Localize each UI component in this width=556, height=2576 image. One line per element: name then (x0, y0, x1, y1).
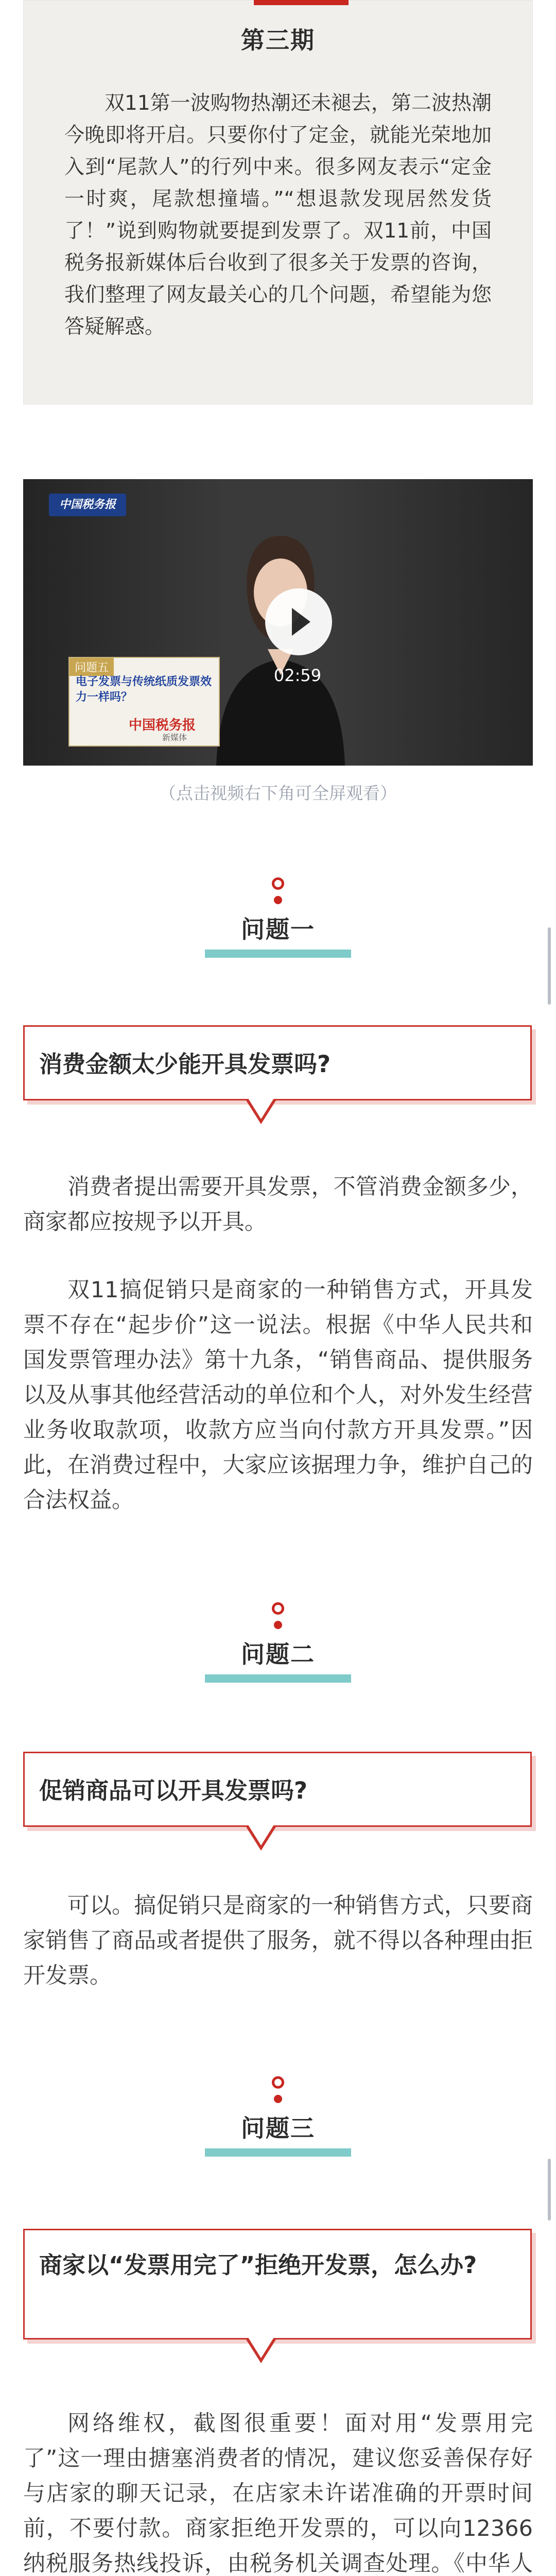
video-player[interactable] (23, 479, 533, 766)
video-caption: （点击视频右下角可全屏观看） (159, 783, 397, 803)
question-pointer (246, 1100, 276, 1124)
question-sign (68, 657, 220, 747)
question-text: 商家以“发票用完了”拒绝开发票，怎么办? (39, 2251, 477, 2279)
section-underline (205, 2148, 351, 2157)
question-pointer (246, 2340, 276, 2363)
scrollbar-thumb[interactable] (548, 927, 551, 1005)
intro-paragraph: 双11第一波购物热潮还未褪去，第二波热潮今晚即将开启。只要你付了定金，就能光荣地加入到“尾款人”的行列中来。很多网友表示“定金一时爽，尾款想撞墙。”“想退款发现居然发货了！”说到购物就要提到发票了。双11前，中国税务报新媒体后台收到了很多关于发票的咨询，我们整理了网友最关心的几个问题，希望能为您答疑解惑。 (64, 92, 492, 338)
question-pointer (246, 1827, 276, 1851)
sign-question: 电子发票与传统纸质发票效力一样吗？ (76, 675, 212, 704)
section-underline (205, 950, 351, 958)
question-box (23, 2229, 532, 2340)
section-title: 问题一 (241, 916, 315, 943)
answer-paragraph: 消费者提出需要开具发票，不管消费金额多少，商家都应按规予以开具。 (23, 1174, 533, 1235)
answer-paragraph: 双11搞促销只是商家的一种销售方式，开具发票不存在“起步价”这一说法。根据《中华人民共和国发票管理办法》第十九条，“销售商品、提供服务以及从事其他经营活动的单位和个人，对外发生经营业务收取款项，收款方应当向付款方开具发票。”因此，在消费过程中，大家应该据理力争，维护自己的合法权益。 (23, 1277, 533, 1513)
answer-paragraph: 网络维权，截图很重要！面对用“发票用完了”这一理由搪塞消费者的情况，建议您妥善保存好与店家的聊天记录，在店家未许诺准确的开票时间前，不要付款。商家拒绝开发票的，可以向12366纳税服务热线投诉，由税务机关调查处理。《中华人 (23, 2411, 533, 2576)
sign-subtitle: 新媒体 (162, 733, 187, 742)
question-text: 促销商品可以开具发票吗? (39, 1777, 308, 1804)
issue-title: 第三期 (241, 26, 315, 54)
question-box (23, 1025, 532, 1100)
section-title: 问题三 (241, 2114, 315, 2142)
section-title: 问题二 (241, 1640, 315, 1668)
scrollbar-thumb[interactable] (548, 2159, 551, 2221)
answer-paragraph: 可以。搞促销只是商家的一种销售方式，只要商家销售了商品或者提供了服务，就不得以各种理由拒开发票。 (23, 1893, 533, 1989)
sign-brand: 中国税务报 (129, 718, 196, 733)
question-text: 消费金额太少能开具发票吗? (39, 1050, 331, 1078)
sign-tag: 问题五 (70, 658, 114, 676)
title-accent-bar (254, 0, 349, 5)
section-underline (205, 1674, 351, 1683)
intro-card (23, 0, 533, 404)
play-icon[interactable] (265, 588, 332, 655)
question-box (23, 1752, 532, 1827)
video-duration: 02:59 (273, 666, 322, 685)
channel-logo: 中国税务报 (49, 494, 126, 516)
